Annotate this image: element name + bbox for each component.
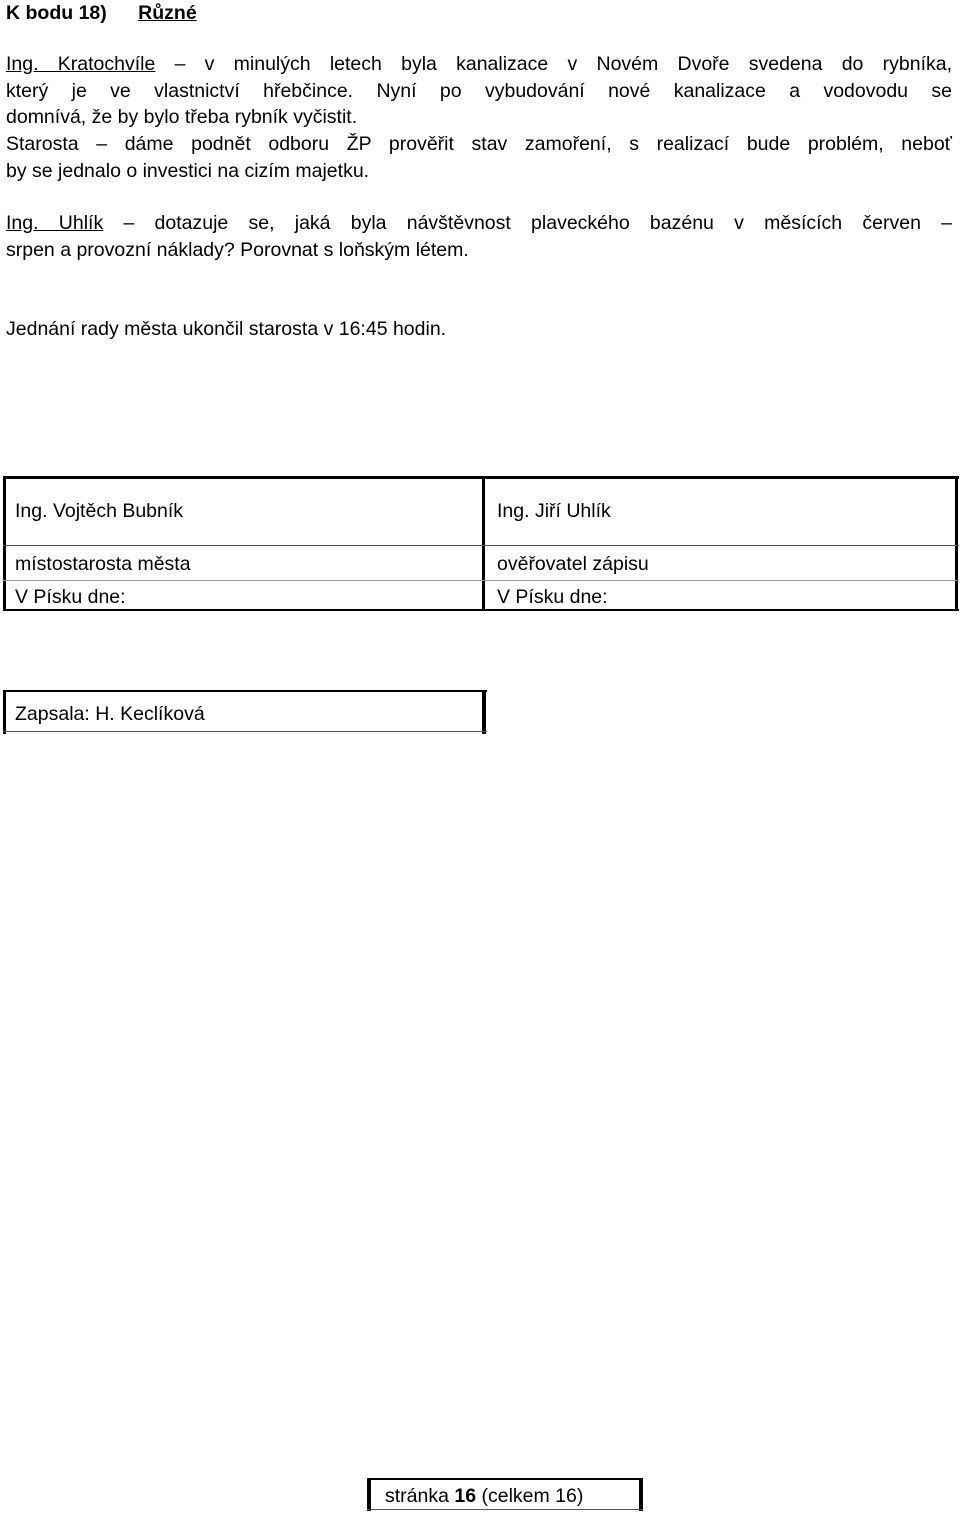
table-row-separator <box>3 580 959 581</box>
signature-right-role: ověřovatel zápisu <box>497 553 649 575</box>
paragraph-1-line-3: domnívá, že by bylo třeba rybník vyčistit. <box>6 106 358 128</box>
box-border-bottom <box>3 731 487 732</box>
table-border-left <box>3 476 6 611</box>
paragraph-text: – dotazuje se, jaká byla návštěvnost plaveckého bazénu v měsících červen – <box>103 212 952 234</box>
page-indicator <box>385 1483 583 1509</box>
signature-right-date: V Písku dne: <box>497 586 608 608</box>
paragraph-1-line-1 <box>6 51 952 77</box>
signature-left-date: V Písku dne: <box>15 586 126 608</box>
paragraph-2-line-2: by se jednalo o investici na cizím majetku. <box>6 160 370 182</box>
box-border-left <box>3 690 6 734</box>
paragraph-1-line-2: který je ve vlastnictví hřebčince. Nyní po vybudování nové kanalizace a vodovodu se <box>6 80 952 102</box>
speaker-name: Ing. Uhlík <box>6 212 104 234</box>
signature-left-name: Ing. Vojtěch Bubník <box>15 500 184 522</box>
box-border-right <box>482 690 486 734</box>
heading-prefix: K bodu 18) <box>6 2 107 24</box>
signature-right-name: Ing. Jiří Uhlík <box>497 500 611 522</box>
speaker-name: Ing. Kratochvíle <box>6 53 156 75</box>
footer-border-right <box>639 1478 643 1511</box>
section-heading <box>6 0 952 26</box>
footer-border-bottom <box>367 1509 643 1510</box>
table-border-bottom <box>3 609 959 611</box>
footer-border-left <box>367 1478 371 1511</box>
table-divider <box>482 476 485 611</box>
footer-border-top <box>367 1478 643 1480</box>
closing-statement: Jednání rady města ukončil starosta v 16:45 hodin. <box>6 318 447 340</box>
paragraph-3-line-1 <box>6 210 952 236</box>
page-number: 16 <box>454 1485 477 1507</box>
table-row-separator <box>3 545 959 546</box>
page-indicator-prefix: stránka <box>385 1485 455 1507</box>
page-indicator-suffix: (celkem 16) <box>476 1485 584 1507</box>
table-border-top <box>3 476 959 479</box>
recorded-by: Zapsala: H. Keclíková <box>15 703 205 725</box>
signature-left-role: místostarosta města <box>15 553 191 575</box>
table-border-right <box>955 476 958 611</box>
paragraph-text: – v minulých letech byla kanalizace v Novém Dvoře svedena do rybníka, <box>155 53 953 75</box>
box-border-top <box>3 690 487 692</box>
paragraph-3-line-2: srpen a provozní náklady? Porovnat s loňským létem. <box>6 239 469 261</box>
paragraph-2-line-1: Starosta – dáme podnět odboru ŽP prověřit stav zamoření, s realizací bude problém, neboť <box>6 133 952 155</box>
heading-title: Různé <box>138 2 197 24</box>
